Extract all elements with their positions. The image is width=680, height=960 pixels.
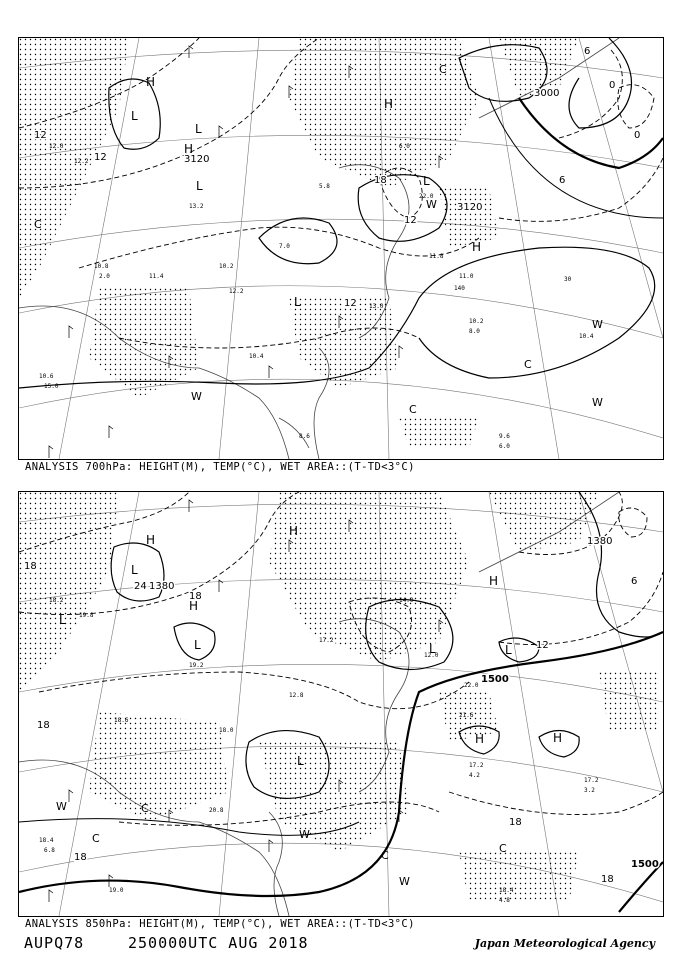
analysis-time: 250000UTC AUG 2018	[128, 934, 309, 952]
svg-text:6.0: 6.0	[399, 143, 410, 150]
svg-text:12.0: 12.0	[424, 652, 439, 659]
svg-text:11.4: 11.4	[149, 273, 164, 280]
svg-text:14.0: 14.0	[399, 597, 414, 604]
low-center-850d: L	[429, 642, 436, 656]
caption-850hpa: ANALYSIS 850hPa: HEIGHT(M), TEMP(°C), WET AREA::(T-TD<3°C)	[25, 918, 415, 930]
svg-text:17.2: 17.2	[319, 637, 334, 644]
high-center-700d: H	[472, 240, 482, 254]
low-center-850a: L	[131, 563, 138, 577]
svg-text:19.8: 19.8	[79, 612, 94, 619]
svg-text:2.0: 2.0	[99, 273, 110, 280]
svg-text:9.6: 9.6	[499, 433, 510, 440]
map-700hpa-svg	[19, 38, 663, 459]
svg-text:15.0: 15.0	[44, 383, 59, 390]
contour-label-1500-850a: 1500	[481, 674, 509, 685]
high-center-700c: H	[384, 97, 394, 111]
contour-label-18-850b: 18	[189, 591, 202, 602]
svg-text:12.8: 12.8	[289, 692, 304, 699]
high-center-850a: H	[146, 533, 156, 547]
svg-text:8.6: 8.6	[299, 433, 310, 440]
svg-text:18.4: 18.4	[499, 887, 514, 894]
svg-text:22.0: 22.0	[419, 193, 434, 200]
svg-text:12.0: 12.0	[49, 143, 64, 150]
svg-text:10.4: 10.4	[249, 353, 264, 360]
contour-label-6-700b: 6	[559, 175, 566, 186]
cold-air-700b: C	[439, 63, 447, 76]
high-center-700a: H	[146, 75, 156, 89]
warm-air-700b: W	[426, 198, 437, 211]
svg-text:11.8: 11.8	[429, 253, 444, 260]
svg-text:10.4: 10.4	[579, 333, 594, 340]
contour-label-18-850c: 18	[37, 720, 50, 731]
low-center-850f: L	[297, 754, 304, 768]
svg-text:7.0: 7.0	[279, 243, 290, 250]
contour-label-12-700c: 12	[404, 215, 417, 226]
cold-air-850b: C	[92, 832, 100, 845]
contour-label-0-700a: 0	[609, 80, 616, 91]
low-center-850e: L	[505, 643, 512, 657]
svg-text:13.2: 13.2	[189, 203, 204, 210]
high-center-700b: H	[184, 142, 194, 156]
high-center-850d: H	[489, 574, 499, 588]
svg-text:18.0: 18.0	[219, 727, 234, 734]
contour-label-18-700: 18	[374, 175, 387, 186]
high-center-850f: H	[553, 731, 563, 745]
cold-air-850d: C	[499, 842, 507, 855]
low-center-700e: L	[423, 174, 430, 188]
warm-air-850b: W	[299, 828, 310, 841]
low-center-850b: L	[59, 613, 66, 627]
map-panel-700hpa	[18, 37, 664, 460]
svg-text:8.0: 8.0	[469, 328, 480, 335]
svg-text:4.2: 4.2	[469, 772, 480, 779]
contour-label-12-850: 12	[536, 640, 549, 651]
contour-label-18-850d: 18	[74, 852, 87, 863]
svg-text:20.8: 20.8	[209, 807, 224, 814]
chart-code: AUPQ78	[24, 934, 85, 952]
svg-text:10.2: 10.2	[219, 263, 234, 270]
graticule-label-30-700: 30	[564, 276, 572, 283]
low-center-700d: L	[294, 295, 301, 309]
low-center-850c: L	[194, 638, 201, 652]
contour-label-1380-850b: 1380	[587, 536, 613, 547]
contour-3060-700	[489, 98, 663, 218]
contour-label-12-700b: 12	[94, 152, 107, 163]
warm-air-700c: W	[592, 318, 603, 331]
caption-700hpa: ANALYSIS 700hPa: HEIGHT(M), TEMP(°C), WET AREA::(T-TD<3°C)	[25, 461, 415, 473]
svg-text:10.6: 10.6	[39, 373, 54, 380]
contour-label-18-850f: 18	[601, 874, 614, 885]
contour-label-3120-700b: 3120	[457, 202, 483, 213]
svg-text:6.8: 6.8	[44, 847, 55, 854]
svg-text:18.4: 18.4	[39, 837, 54, 844]
cold-air-700d: C	[409, 403, 417, 416]
low-center-700c: L	[196, 179, 203, 193]
svg-text:13.0: 13.0	[369, 303, 384, 310]
low-center-700b: L	[195, 122, 202, 136]
contour-3000-700	[519, 98, 663, 168]
svg-text:22.0: 22.0	[464, 682, 479, 689]
svg-text:21.6: 21.6	[459, 712, 474, 719]
svg-text:6.0: 6.0	[499, 443, 510, 450]
wet-area-700	[19, 38, 579, 448]
warm-air-700d: W	[592, 396, 603, 409]
high-center-850c: H	[289, 524, 299, 538]
svg-text:18.2: 18.2	[49, 597, 64, 604]
svg-text:17.2: 17.2	[469, 762, 484, 769]
svg-text:19.0: 19.0	[109, 887, 124, 894]
svg-text:4.8: 4.8	[499, 897, 510, 904]
high-center-850e: H	[475, 732, 485, 746]
warm-air-850c: W	[399, 875, 410, 888]
contour-label-0-700b: 0	[634, 130, 641, 141]
contour-label-3000-700: 3000	[534, 88, 560, 99]
svg-text:10.8: 10.8	[94, 263, 109, 270]
svg-text:10.2: 10.2	[469, 318, 484, 325]
warm-air-700a: W	[191, 390, 202, 403]
warm-air-850a: W	[56, 800, 67, 813]
cold-air-700c: C	[524, 358, 532, 371]
svg-text:18.6: 18.6	[114, 717, 129, 724]
contour-label-1500-850b: 1500	[631, 859, 659, 870]
svg-text:17.2: 17.2	[584, 777, 599, 784]
cold-air-850a: C	[141, 802, 149, 815]
contour-label-6-700a: 6	[584, 46, 591, 57]
graticule-label-140-700: 140	[454, 285, 465, 292]
svg-text:12.2: 12.2	[74, 158, 89, 165]
contour-label-18-850e: 18	[509, 817, 522, 828]
contour-label-18-850a: 18	[24, 561, 37, 572]
contour-label-12-700d: 12	[344, 298, 357, 309]
contour-label-12-700a: 12	[34, 130, 47, 141]
svg-text:5.8: 5.8	[319, 183, 330, 190]
svg-text:12.2: 12.2	[229, 288, 244, 295]
cold-air-850c: C	[381, 849, 389, 862]
contour-label-6-850: 6	[631, 576, 638, 587]
cold-air-700a: C	[34, 218, 42, 231]
map-850hpa-svg	[19, 492, 663, 916]
svg-text:3.2: 3.2	[584, 787, 595, 794]
high-center-850b: H	[189, 599, 199, 613]
contour-label-3120-700a: 3120	[184, 154, 210, 165]
agency-name: Japan Meteorological Agency	[474, 937, 655, 950]
low-center-700a: L	[131, 109, 138, 123]
contour-label-24-850: 24	[134, 581, 147, 592]
map-panel-850hpa	[18, 491, 664, 917]
contour-label-1380-850a: 1380	[149, 581, 175, 592]
svg-text:19.2: 19.2	[189, 662, 204, 669]
svg-text:11.0: 11.0	[459, 273, 474, 280]
